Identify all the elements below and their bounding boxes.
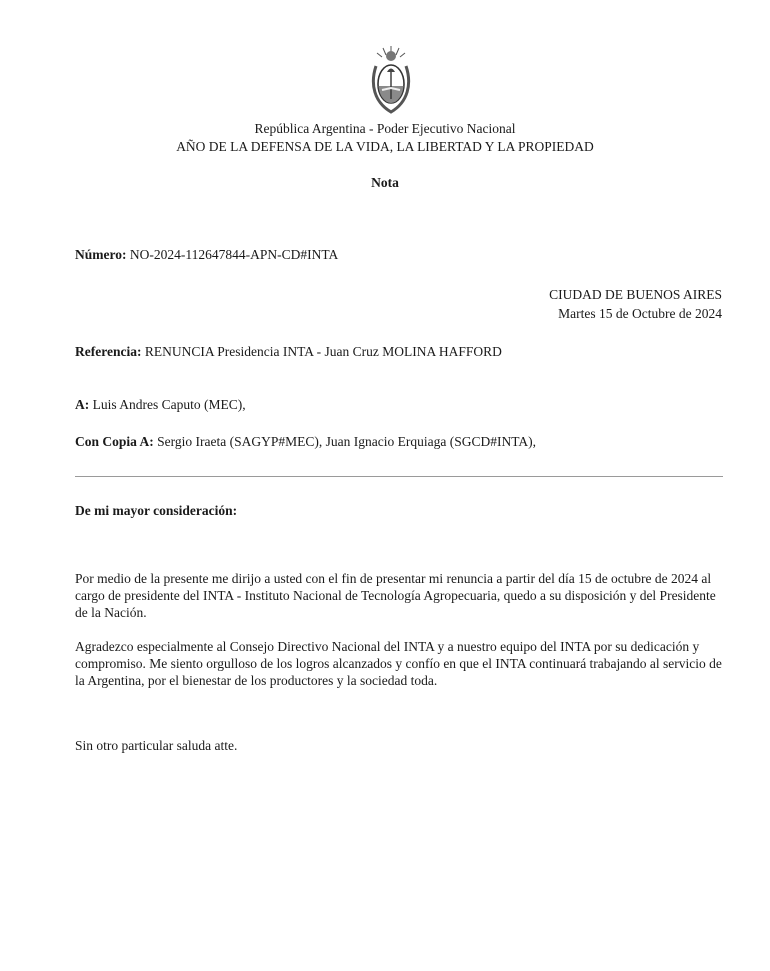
copia-value: Sergio Iraeta (SAGYP#MEC), Juan Ignacio Erquiaga (SGCD#INTA), <box>157 434 536 449</box>
document-type-title: Nota <box>371 175 399 190</box>
body-paragraph-1: Por medio de la presente me dirijo a usted con el fin de presentar mi renuncia a partir del día 15 de octubre de 2024 al cargo de presidente del INTA - Instituto Nacional de Tecnología Agropecuaria, quedo a su disposición y del Presidente de la Nación. <box>75 571 716 620</box>
header-line-republica: República Argentina - Poder Ejecutivo Nacional <box>254 121 516 136</box>
destinatario-label: A: <box>75 397 90 412</box>
copia-label: Con Copia A: <box>75 434 154 449</box>
date-line: Martes 15 de Octubre de 2024 <box>558 306 722 321</box>
horizontal-divider <box>75 476 723 477</box>
city-line: CIUDAD DE BUENOS AIRES <box>549 287 722 302</box>
numero-line <box>75 247 338 263</box>
destinatario-line <box>75 397 246 413</box>
numero-value: NO-2024-112647844-APN-CD#INTA <box>129 247 339 262</box>
header-line-anio: AÑO DE LA DEFENSA DE LA VIDA, LA LIBERTAD Y LA PROPIEDAD <box>176 139 594 154</box>
referencia-line <box>75 344 502 360</box>
numero-label: Número: <box>75 247 127 262</box>
national-coat-of-arms-icon <box>370 44 412 116</box>
referencia-value: RENUNCIA Presidencia INTA - Juan Cruz MOLINA HAFFORD <box>144 344 502 359</box>
copia-line <box>75 434 536 450</box>
referencia-label: Referencia: <box>75 344 142 359</box>
body-paragraph-2: Agradezco especialmente al Consejo Directivo Nacional del INTA y a nuestro equipo del INTA por su dedicación y compromiso. Me siento orgulloso de los logros alcanzados y confío en que el INTA continuará trabajando al servicio de la Argentina, por el bienestar de los productores y la sociedad toda. <box>75 639 722 688</box>
salutation: De mi mayor consideración: <box>75 503 238 518</box>
destinatario-value: Luis Andres Caputo (MEC), <box>92 397 246 412</box>
closing-line: Sin otro particular saluda atte. <box>75 738 238 753</box>
